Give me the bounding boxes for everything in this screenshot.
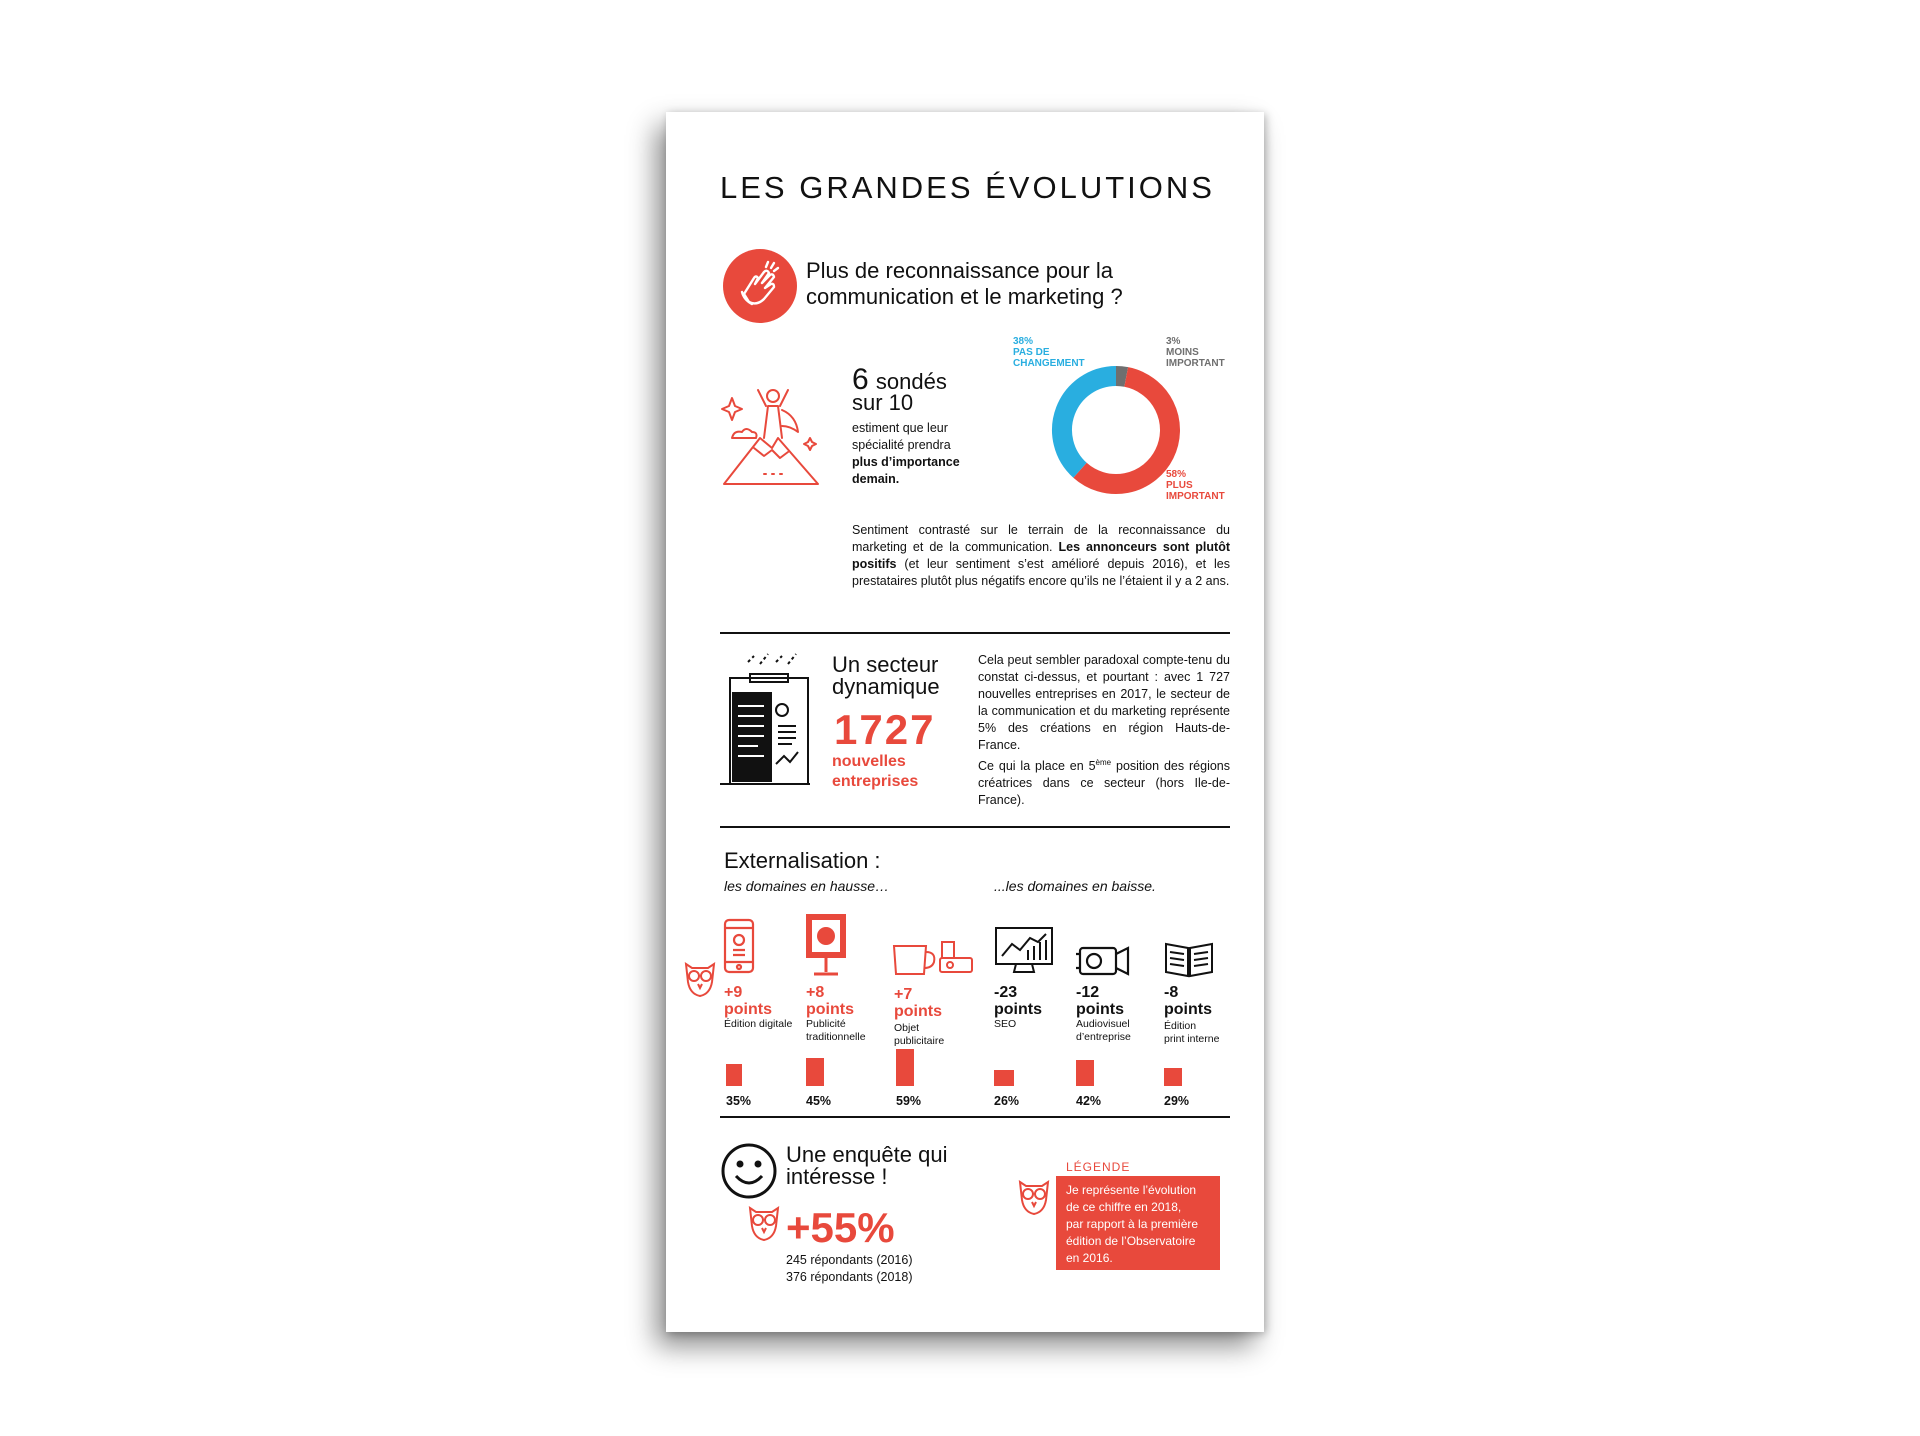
item6-delta xyxy=(1164,984,1212,1018)
item4-pct: 26% xyxy=(994,1094,1020,1108)
item4-delta-unit: points xyxy=(994,1001,1042,1018)
legend-text-line3: par rapport à la première xyxy=(1066,1217,1199,1231)
section2-para2 xyxy=(978,754,1230,809)
open-book-icon xyxy=(1164,940,1214,978)
item2-bar xyxy=(806,1058,824,1086)
legend-text-line5: en 2016. xyxy=(1066,1251,1113,1265)
section2-para2-after: position des régions créatrices dans ce secteur (hors Ile-de-France). xyxy=(978,759,1230,808)
item4-bar xyxy=(994,1070,1014,1086)
item2-label-line1: Publicité xyxy=(806,1018,846,1030)
donut-label-blue-l2: CHANGEMENT xyxy=(1013,358,1085,369)
section4-respondents xyxy=(786,1252,912,1286)
item1-bar xyxy=(726,1064,742,1086)
item3-bar xyxy=(896,1049,914,1086)
item5-bar xyxy=(1076,1060,1094,1086)
section1-paragraph xyxy=(852,522,1230,590)
divider-3 xyxy=(720,1116,1230,1118)
item4-delta xyxy=(994,984,1042,1018)
item2-pct: 45% xyxy=(806,1094,832,1108)
donut-label-grey-pct: 3% xyxy=(1166,336,1181,347)
owl-icon-small xyxy=(746,1202,782,1242)
section3-sub-up: les domaines en hausse… xyxy=(724,878,889,894)
stat-desc-line1: estiment que leur xyxy=(852,421,948,435)
video-camera-icon xyxy=(1074,944,1132,980)
section2-caption-line1: nouvelles xyxy=(832,753,906,770)
section1-paragraph-bold: Les annonceurs sont plutôt positifs xyxy=(852,540,1230,571)
legend-text-line4: édition de l’Observatoire xyxy=(1066,1234,1196,1248)
item1-delta-unit: points xyxy=(724,1001,772,1018)
item6-label-line1: Édition xyxy=(1164,1020,1197,1032)
divider-1 xyxy=(720,632,1230,634)
donut-label-plus-important xyxy=(1166,469,1225,502)
section1-heading-line2: communication et le marketing ? xyxy=(806,284,1123,309)
smiley-icon xyxy=(720,1142,778,1200)
legend-text-line1: Je représente l’évolution xyxy=(1066,1183,1197,1197)
item3-label-line2: publicitaire xyxy=(894,1035,945,1047)
section1-paragraph-part2: (et leur sentiment s’est amélioré depuis 2016), et les prestataires plutôt plus négatifs encore qu’ils ne l’étaient il y a 2 ans. xyxy=(852,557,1230,588)
item1-label xyxy=(724,1018,792,1031)
section2-paragraph xyxy=(978,652,1230,809)
item2-delta-unit: points xyxy=(806,1001,854,1018)
item2-delta-value: +8 xyxy=(806,984,825,1001)
item5-delta-value: -12 xyxy=(1076,984,1100,1001)
section1-heading xyxy=(806,258,1123,310)
item1-delta-value: +9 xyxy=(724,984,743,1001)
item2-delta xyxy=(806,984,854,1018)
item1-label-line1: Édition digitale xyxy=(724,1018,793,1030)
item1-delta xyxy=(724,984,772,1018)
item4-label xyxy=(994,1018,1016,1031)
item5-pct: 42% xyxy=(1076,1094,1102,1108)
item1-pct: 35% xyxy=(726,1094,752,1108)
reconnaissance-donut-chart xyxy=(1048,362,1184,498)
item5-label xyxy=(1076,1018,1131,1044)
item5-label-line2: d’entreprise xyxy=(1076,1031,1131,1043)
item6-delta-unit: points xyxy=(1164,1001,1212,1018)
item4-label-line1: SEO xyxy=(994,1018,1017,1030)
donut-label-grey-l1: MOINS xyxy=(1166,347,1199,358)
section2-para2-before: Ce qui la place en 5 xyxy=(978,759,1096,774)
section2-big-caption xyxy=(832,752,918,792)
donut-label-red-l1: PLUS xyxy=(1166,480,1193,491)
section2-heading-line2: dynamique xyxy=(832,674,940,699)
item3-delta xyxy=(894,986,942,1020)
item5-label-line1: Audiovisuel xyxy=(1076,1018,1130,1030)
respondents-2018: 376 répondants (2018) xyxy=(786,1270,913,1284)
stat-word2: sur 10 xyxy=(852,390,914,415)
donut-label-grey-l2: IMPORTANT xyxy=(1166,358,1225,369)
item3-label xyxy=(894,1022,944,1048)
smartphone-icon xyxy=(723,918,757,976)
item6-label xyxy=(1164,1020,1219,1046)
item6-delta-value: -8 xyxy=(1164,984,1179,1001)
donut-label-blue-pct: 38% xyxy=(1013,336,1034,347)
section4-heading-line1: Une enquête qui xyxy=(786,1142,948,1167)
item3-label-line1: Objet xyxy=(894,1022,920,1034)
stat-big-number: 6 xyxy=(852,363,869,396)
legend-box xyxy=(1056,1176,1220,1270)
legend-text-line2: de ce chiffre en 2018, xyxy=(1066,1200,1182,1214)
section1-heading-line1: Plus de reconnaissance pour la xyxy=(806,258,1113,283)
item5-delta-unit: points xyxy=(1076,1001,1124,1018)
item6-pct: 29% xyxy=(1164,1094,1190,1108)
item2-label xyxy=(806,1018,866,1044)
donut-slice-plus-important xyxy=(1080,377,1170,484)
section2-heading-line1: Un secteur xyxy=(832,652,939,677)
item3-delta-value: +7 xyxy=(894,986,913,1003)
owl-icon xyxy=(682,958,718,998)
section1-paragraph-part1: Sentiment contrasté sur le terrain de la reconnaissance du marketing et de la communication. xyxy=(852,523,1230,554)
divider-2 xyxy=(720,826,1230,828)
donut-slice-pas-de-changement xyxy=(1062,376,1116,470)
donut-label-pas-de-changement xyxy=(1013,336,1085,369)
legend-title: LÉGENDE xyxy=(1066,1160,1131,1174)
stat-6-sur-10 xyxy=(852,363,947,415)
billboard-icon xyxy=(804,912,848,978)
stat-desc-line2: spécialité prendra xyxy=(852,438,951,452)
item6-bar xyxy=(1164,1068,1182,1086)
section3-sub-down: ...les domaines en baisse. xyxy=(994,878,1156,894)
section4-heading-line2: intéresse ! xyxy=(786,1164,888,1189)
donut-label-moins-important xyxy=(1166,336,1225,369)
respondents-2016: 245 répondants (2016) xyxy=(786,1253,913,1267)
section2-heading xyxy=(832,652,940,700)
clapping-hands-icon xyxy=(722,248,798,324)
mug-and-usb-icon xyxy=(892,940,976,980)
donut-label-red-pct: 58% xyxy=(1166,469,1187,480)
stat-desc-line4: demain. xyxy=(852,472,900,486)
donut-label-red-l2: IMPORTANT xyxy=(1166,491,1225,502)
stat-desc-line3: plus d’importance xyxy=(852,455,960,469)
owl-icon-legend xyxy=(1016,1176,1052,1216)
item5-delta xyxy=(1076,984,1124,1018)
item6-label-line2: print interne xyxy=(1164,1033,1220,1045)
mountain-climber-icon xyxy=(720,378,830,488)
section2-para2-sup: ème xyxy=(1095,758,1112,767)
page-title: LES GRANDES ÉVOLUTIONS xyxy=(720,170,1215,205)
donut-label-blue-l1: PAS DE xyxy=(1013,347,1050,358)
section2-para1: Cela peut sembler paradoxal compte-tenu du constat ci-dessus, et pourtant : avec 1 727 nouvelles entreprises en 2017, le secteur de la communication et du marketing représente 5% des créations en région Hauts-de-France. xyxy=(978,653,1230,752)
item4-delta-value: -23 xyxy=(994,984,1018,1001)
item3-pct: 59% xyxy=(896,1094,922,1108)
seo-monitor-icon xyxy=(994,926,1054,976)
item2-label-line2: traditionnelle xyxy=(806,1031,866,1043)
section4-big: +55% xyxy=(786,1204,895,1251)
item3-delta-unit: points xyxy=(894,1003,942,1020)
stat-word1: sondés xyxy=(875,369,947,394)
stat-description xyxy=(852,420,1002,488)
dashboard-document-icon xyxy=(718,652,812,790)
donut-slice-moins-important xyxy=(1116,376,1126,377)
section2-big-number: 1727 xyxy=(834,706,936,753)
section3-heading: Externalisation : xyxy=(724,848,881,873)
section2-caption-line2: entreprises xyxy=(832,773,919,790)
section4-heading xyxy=(786,1142,947,1190)
